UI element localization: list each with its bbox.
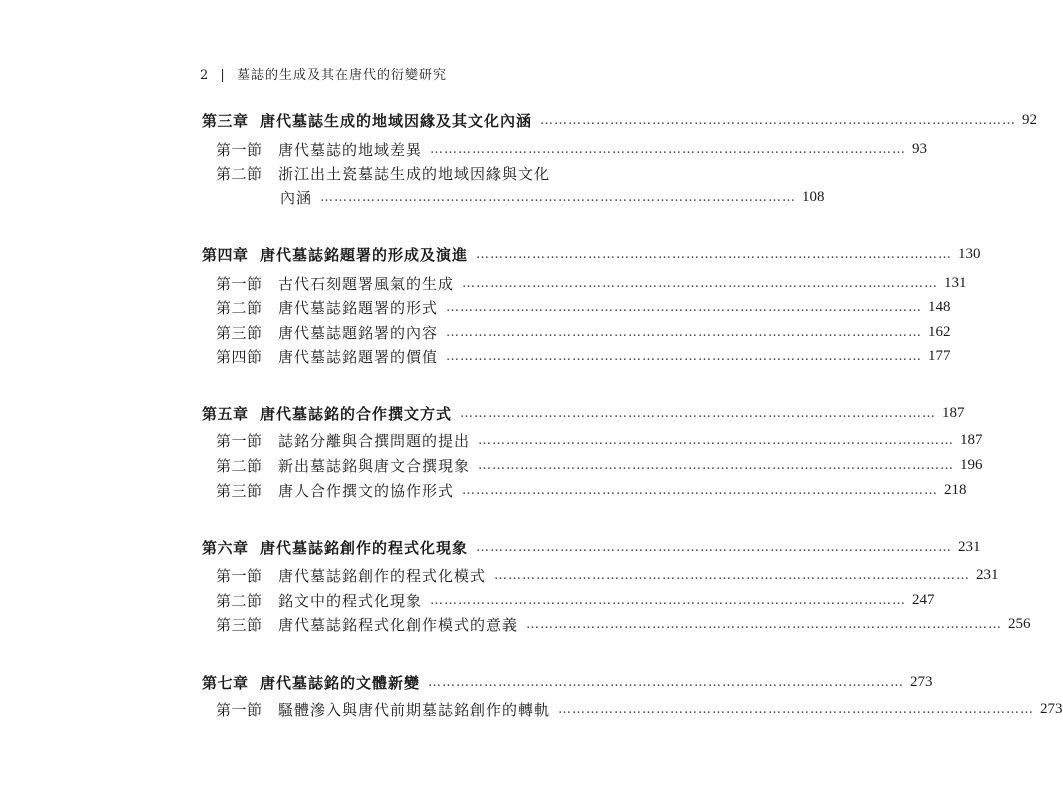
- entry-title: 唐代墓誌銘的合作撰文方式: [260, 404, 453, 423]
- page-number: 93: [912, 140, 928, 157]
- chapter-label: 第四章: [202, 245, 249, 264]
- page-number: 196: [960, 456, 983, 473]
- page-number: 177: [928, 347, 951, 364]
- entry-title: 新出墓誌銘與唐文合撰現象: [278, 456, 471, 475]
- chapter-label: 第七章: [202, 673, 249, 692]
- page-number: 187: [960, 431, 983, 448]
- page-number: 131: [944, 274, 967, 291]
- entry-title: 唐人合作撰文的協作形式: [278, 481, 455, 500]
- toc-section-entry[interactable]: [202, 185, 825, 209]
- toc-section-entry[interactable]: [202, 588, 935, 612]
- dot-leader: …………………………………………………………………………………………: [462, 482, 939, 498]
- entry-title: 唐代墓誌銘的文體新變: [260, 673, 421, 692]
- dot-leader: …………………………………………………………………………………………: [430, 592, 907, 608]
- header-page-number: 2: [200, 68, 210, 83]
- dot-leader: …………………………………………………………………………………………: [540, 112, 1017, 128]
- toc-section-entry[interactable]: [202, 271, 967, 295]
- dot-leader: …………………………………………………………………………………………: [478, 457, 955, 473]
- chapter-label: 第六章: [202, 538, 249, 557]
- page-number: 187: [942, 404, 965, 421]
- page-number: 130: [958, 245, 981, 262]
- toc-chapter-entry[interactable]: [202, 108, 1038, 132]
- section-label: 第一節: [216, 700, 263, 719]
- chapter-label: 第五章: [202, 404, 249, 423]
- toc-section-entry[interactable]: [202, 344, 951, 368]
- entry-title: 唐代墓誌銘題署的形式: [278, 298, 439, 317]
- section-label: 第一節: [216, 274, 263, 293]
- toc-section-entry[interactable]: [202, 563, 999, 587]
- toc-section-entry[interactable]: [202, 697, 1063, 721]
- dot-leader: …………………………………………………………………………………………: [476, 246, 953, 262]
- entry-title: 浙江出土瓷墓誌生成的地域因緣與文化: [278, 164, 551, 183]
- entry-title: 古代石刻題署風氣的生成: [278, 274, 455, 293]
- toc-section-entry[interactable]: [202, 137, 928, 161]
- dot-leader: …………………………………………………………………………………………: [462, 275, 939, 291]
- dot-leader: …………………………………………………………………………………………: [526, 616, 1003, 632]
- section-label: 第一節: [216, 431, 263, 450]
- entry-title: 唐代墓誌銘程式化創作模式的意義: [278, 615, 519, 634]
- dot-leader: …………………………………………………………………………………………: [446, 299, 923, 315]
- page-number: 231: [976, 566, 999, 583]
- section-label: 第四節: [216, 347, 263, 366]
- entry-title: 誌銘分離與合撰問題的提出: [278, 431, 471, 450]
- toc-section-entry[interactable]: [202, 428, 983, 452]
- dot-leader: …………………………………………………………………………………………: [558, 701, 1035, 717]
- page-number: 247: [912, 591, 935, 608]
- entry-title: 唐代墓誌題銘署的內容: [278, 323, 439, 342]
- running-header: [200, 64, 447, 83]
- section-label: 第三節: [216, 323, 263, 342]
- section-label: 第三節: [216, 615, 263, 634]
- page-number: 162: [928, 323, 951, 340]
- dot-leader: …………………………………………………………………………………………: [476, 539, 953, 555]
- dot-leader: …………………………………………………………………………………………: [320, 189, 797, 205]
- toc-section-entry[interactable]: [202, 295, 951, 319]
- dot-leader: …………………………………………………………………………………………: [494, 567, 971, 583]
- section-label: 第一節: [216, 566, 263, 585]
- dot-leader: …………………………………………………………………………………………: [446, 324, 923, 340]
- dot-leader: …………………………………………………………………………………………: [430, 141, 907, 157]
- dot-leader: …………………………………………………………………………………………: [428, 674, 905, 690]
- entry-title: 銘文中的程式化現象: [278, 591, 423, 610]
- section-label: 第二節: [216, 456, 263, 475]
- page-number: 273: [1040, 700, 1063, 717]
- entry-title: 內涵: [280, 188, 313, 207]
- toc-chapter-entry[interactable]: [202, 670, 933, 694]
- toc-chapter-entry[interactable]: [202, 535, 981, 559]
- header-book-title: 墓誌的生成及其在唐代的衍變研究: [236, 68, 447, 83]
- section-label: 第二節: [216, 298, 263, 317]
- toc-chapter-entry[interactable]: [202, 242, 981, 266]
- entry-title: 唐代墓誌銘題署的價值: [278, 347, 439, 366]
- section-label: 第二節: [216, 164, 263, 183]
- section-label: 第一節: [216, 140, 263, 159]
- header-separator: |: [220, 68, 226, 83]
- toc-section-entry[interactable]: [202, 612, 1031, 636]
- entry-title: 唐代墓誌生成的地域因緣及其文化內涵: [260, 111, 533, 130]
- page-number: 108: [802, 188, 825, 205]
- entry-title: 唐代墓誌銘創作的程式化模式: [278, 566, 487, 585]
- chapter-label: 第三章: [202, 111, 249, 130]
- page-number: 218: [944, 481, 967, 498]
- page-number: 273: [910, 673, 933, 690]
- section-label: 第三節: [216, 481, 263, 500]
- page-number: 231: [958, 538, 981, 555]
- dot-leader: …………………………………………………………………………………………: [460, 405, 937, 421]
- page-number: 92: [1022, 111, 1038, 128]
- toc-chapter-entry[interactable]: [202, 401, 965, 425]
- entry-title: 唐代墓誌銘創作的程式化現象: [260, 538, 469, 557]
- entry-title: 唐代墓誌的地域差異: [278, 140, 423, 159]
- toc-section-entry[interactable]: [202, 320, 951, 344]
- page-number: 148: [928, 298, 951, 315]
- dot-leader: …………………………………………………………………………………………: [446, 348, 923, 364]
- section-label: 第二節: [216, 591, 263, 610]
- toc-section-entry[interactable]: [202, 161, 598, 185]
- entry-title: 唐代墓誌銘題署的形成及演進: [260, 245, 469, 264]
- toc-section-entry[interactable]: [202, 478, 967, 502]
- entry-title: 騷體滲入與唐代前期墓誌銘創作的轉軌: [278, 700, 551, 719]
- toc-section-entry[interactable]: [202, 453, 983, 477]
- dot-leader: …………………………………………………………………………………………: [478, 432, 955, 448]
- page-number: 256: [1008, 615, 1031, 632]
